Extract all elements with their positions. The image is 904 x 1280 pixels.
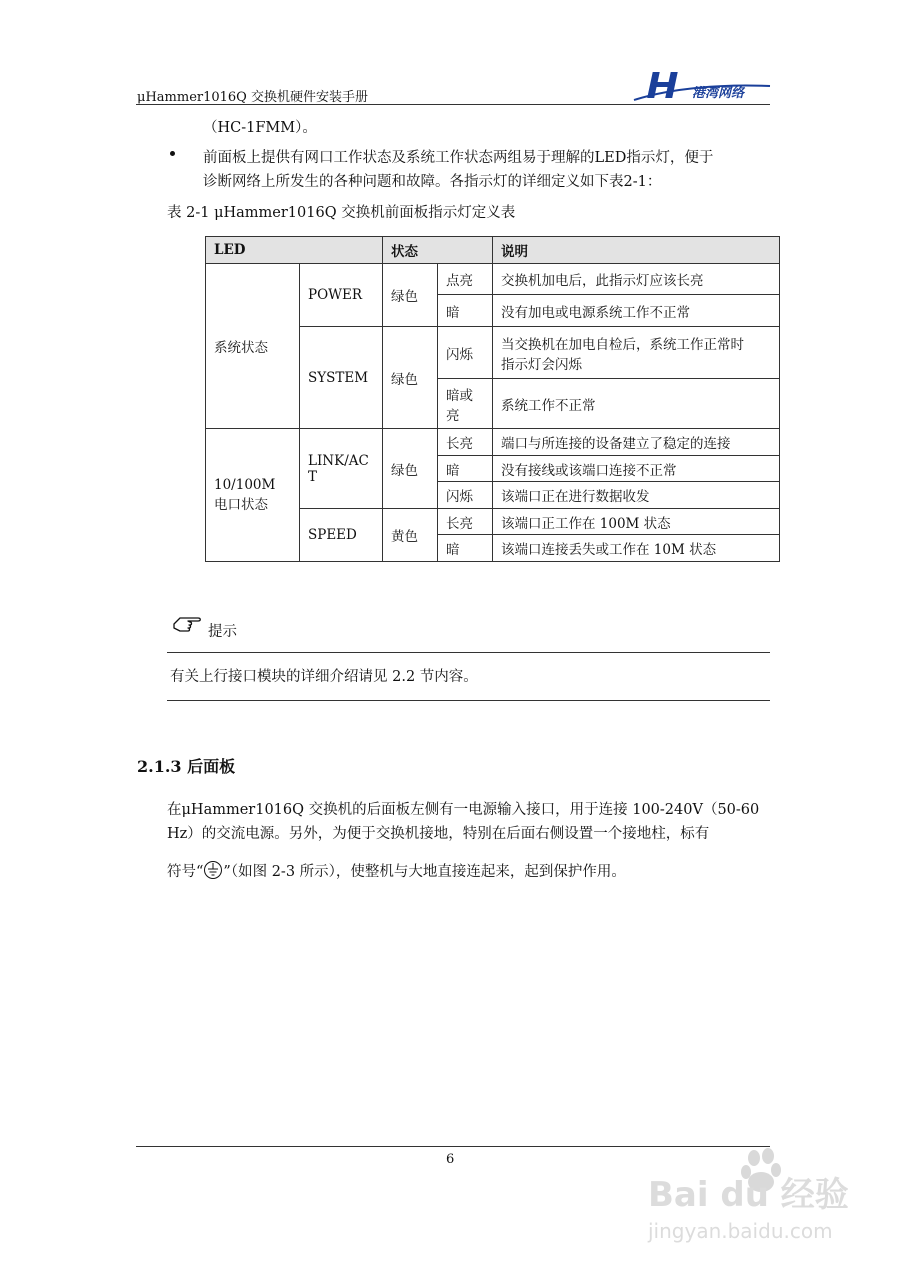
intro-continuation: （HC-1FMM）。: [203, 120, 317, 136]
led-speed: SPEED: [300, 509, 383, 562]
led-system: SYSTEM: [300, 327, 383, 429]
ground-symbol-icon: [203, 860, 223, 880]
state-cell: 闪烁: [438, 482, 493, 509]
desc-cell: 端口与所连接的设备建立了稳定的连接: [493, 429, 780, 456]
state-cell: 闪烁: [438, 327, 493, 379]
state-cell: 长亮: [438, 429, 493, 456]
bullet-icon: [170, 151, 175, 156]
section-heading: 2.1.3 后面板: [137, 757, 236, 776]
color-link: 绿色: [383, 429, 438, 509]
led-definition-table: [205, 236, 780, 562]
company-logo-text: 港湾网络: [692, 86, 745, 101]
table-row: [206, 429, 780, 456]
group-port-line: 10/100M: [214, 477, 276, 493]
led-link-act: [300, 429, 383, 509]
desc-cell: 该端口连接丢失或工作在 10M 状态: [493, 535, 780, 562]
desc-cell: [493, 327, 780, 379]
pointing-hand-icon: [172, 612, 204, 634]
bullet-line-2: 诊断网络上所发生的各种问题和故障。各指示灯的详细定义如下表2-1：: [203, 174, 662, 190]
header-description: 说明: [493, 237, 780, 264]
note-text: 有关上行接口模块的详细介绍请见 2.2 节内容。: [170, 669, 478, 685]
led-power: POWER: [300, 264, 383, 327]
state-line: 暗或: [446, 387, 473, 404]
desc-cell: 该端口正在进行数据收发: [493, 482, 780, 509]
color-speed: 黄色: [383, 509, 438, 562]
desc-cell: 该端口正工作在 100M 状态: [493, 509, 780, 535]
state-line: 亮: [446, 407, 460, 424]
state-cell: 暗: [438, 295, 493, 327]
group-port-line: 电口状态: [214, 497, 268, 513]
page-number: 6: [446, 1152, 455, 1167]
note-label: 提示: [208, 624, 237, 640]
desc-line: 指示灯会闪烁: [501, 356, 582, 373]
desc-cell: 没有加电或电源系统工作不正常: [493, 295, 780, 327]
bullet-line-1: 前面板上提供有网口工作状态及系统工作状态两组易于理解的LED指示灯，便于: [203, 150, 714, 166]
note-top-rule: [167, 652, 770, 653]
footer-rule: [136, 1146, 770, 1147]
section-line-2: Hz）的交流电源。另外，为便于交换机接地，特别在后面右侧设置一个接地柱，标有: [167, 826, 710, 842]
table-row: [206, 264, 780, 295]
desc-line: 当交换机在加电自检后，系统工作正常时: [501, 336, 744, 353]
desc-cell: 系统工作不正常: [493, 379, 780, 429]
state-cell: 长亮: [438, 509, 493, 535]
watermark-url: jingyan.baidu.com: [648, 1219, 833, 1243]
table-caption: 表 2-1 μHammer1016Q 交换机前面板指示灯定义表: [167, 205, 516, 221]
section-line-1: 在μHammer1016Q 交换机的后面板左侧有一电源输入接口，用于连接 100-240V（50-60: [167, 802, 760, 818]
group-system-status: 系统状态: [206, 264, 300, 429]
header-status: 状态: [383, 237, 493, 264]
color-system: 绿色: [383, 327, 438, 429]
section-line-3-pre: 符号“: [167, 864, 204, 880]
group-port-status: [206, 429, 300, 562]
header-led: LED: [206, 237, 383, 264]
led-name-line: LINK/AC: [308, 452, 369, 469]
state-cell: 暗: [438, 456, 493, 482]
desc-cell: 没有接线或该端口连接不正常: [493, 456, 780, 482]
state-cell: [438, 379, 493, 429]
led-name-line: T: [308, 468, 318, 485]
table-header-row: [206, 237, 780, 264]
note-bottom-rule: [167, 700, 770, 701]
header-rule: [136, 104, 770, 105]
color-power: 绿色: [383, 264, 438, 327]
state-cell: 点亮: [438, 264, 493, 295]
running-header-title: μHammer1016Q 交换机硬件安装手册: [137, 90, 368, 105]
section-line-3-post: ”（如图 2-3 所示），使整机与大地直接连起来，起到保护作用。: [223, 864, 626, 880]
state-cell: 暗: [438, 535, 493, 562]
section-line-3: [167, 860, 626, 884]
baidu-jingyan-watermark: [644, 1148, 874, 1248]
watermark-brand: Bai du 经验: [648, 1175, 849, 1215]
desc-cell: 交换机加电后，此指示灯应该长亮: [493, 264, 780, 295]
